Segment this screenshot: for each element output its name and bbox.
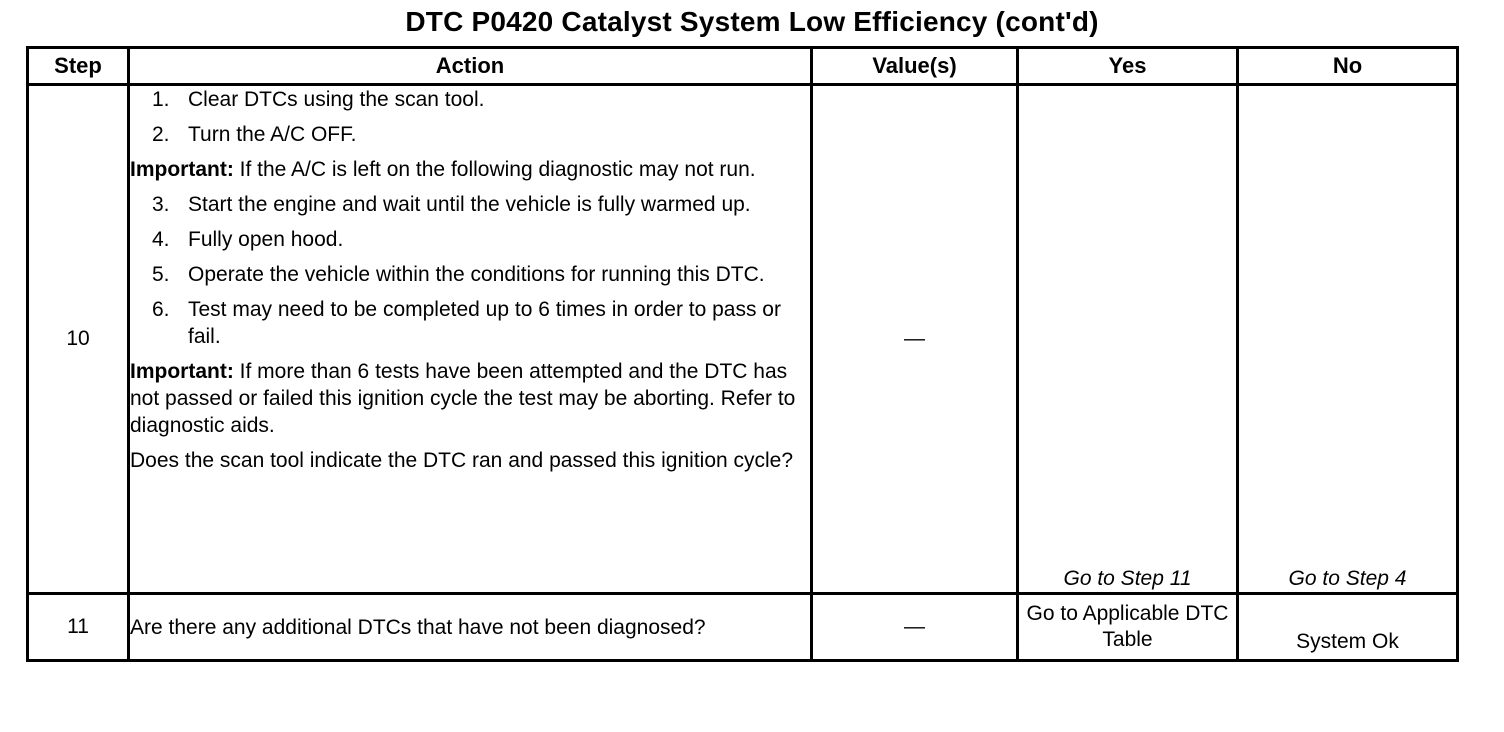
list-item	[130, 86, 810, 113]
important-text: If the A/C is left on the following diagnostic may not run.	[233, 158, 756, 181]
list-item	[130, 121, 810, 148]
item-text: Operate the vehicle within the conditions for running this DTC.	[188, 263, 765, 286]
item-text: Fully open hood.	[188, 228, 344, 251]
list-item	[130, 261, 810, 288]
yes-text: Go to Applicable DTC Table	[1026, 602, 1229, 651]
header-values: Value(s)	[812, 48, 1018, 85]
item-text: Start the engine and wait until the vehicle is fully warmed up.	[188, 193, 751, 216]
question-text: Are there any additional DTCs that have not been diagnosed?	[130, 615, 706, 639]
yes-cell	[1018, 85, 1238, 594]
item-text: Test may need to be completed up to 6 times in order to pass or fail.	[188, 298, 781, 348]
page-title: DTC P0420 Catalyst System Low Efficiency (cont'd)	[405, 6, 1099, 37]
table-row	[28, 85, 1458, 594]
step-number: 11	[28, 594, 129, 661]
no-cell	[1238, 85, 1458, 594]
item-text: Clear DTCs using the scan tool.	[188, 88, 485, 111]
item-number: 2.	[152, 123, 170, 146]
important-note	[130, 156, 810, 183]
yes-cell	[1018, 594, 1238, 661]
table-row	[28, 594, 1458, 661]
important-label: Important:	[130, 360, 234, 383]
header-step: Step	[28, 48, 129, 85]
header-no: No	[1238, 48, 1458, 85]
header-action: Action	[129, 48, 812, 85]
item-number: 1.	[152, 88, 170, 111]
list-item	[130, 296, 810, 350]
table-header-row	[28, 48, 1458, 85]
no-cell	[1238, 594, 1458, 661]
header-yes: Yes	[1018, 48, 1238, 85]
list-item	[130, 226, 810, 253]
diagnostic-table	[26, 46, 1459, 662]
item-number: 3.	[152, 193, 170, 216]
important-note	[130, 358, 810, 439]
item-number: 4.	[152, 228, 170, 251]
item-number: 6.	[152, 298, 170, 321]
important-text: If more than 6 tests have been attempted and the DTC has not passed or failed this ignition cycle the test may be aborting. Refer to diagnostic aids.	[130, 360, 796, 437]
item-number: 5.	[152, 263, 170, 286]
yes-text: Go to Step 11	[1063, 567, 1192, 590]
no-text: System Ok	[1296, 630, 1399, 653]
no-text: Go to Step 4	[1288, 567, 1407, 590]
item-text: Turn the A/C OFF.	[188, 123, 357, 146]
value-cell: —	[812, 85, 1018, 594]
list-item	[130, 191, 810, 218]
action-cell	[129, 85, 812, 594]
important-label: Important:	[130, 158, 234, 181]
question-text: Does the scan tool indicate the DTC ran and passed this ignition cycle?	[130, 449, 794, 472]
value-cell: —	[812, 594, 1018, 661]
step-number: 10	[28, 85, 129, 594]
action-cell	[129, 594, 812, 661]
